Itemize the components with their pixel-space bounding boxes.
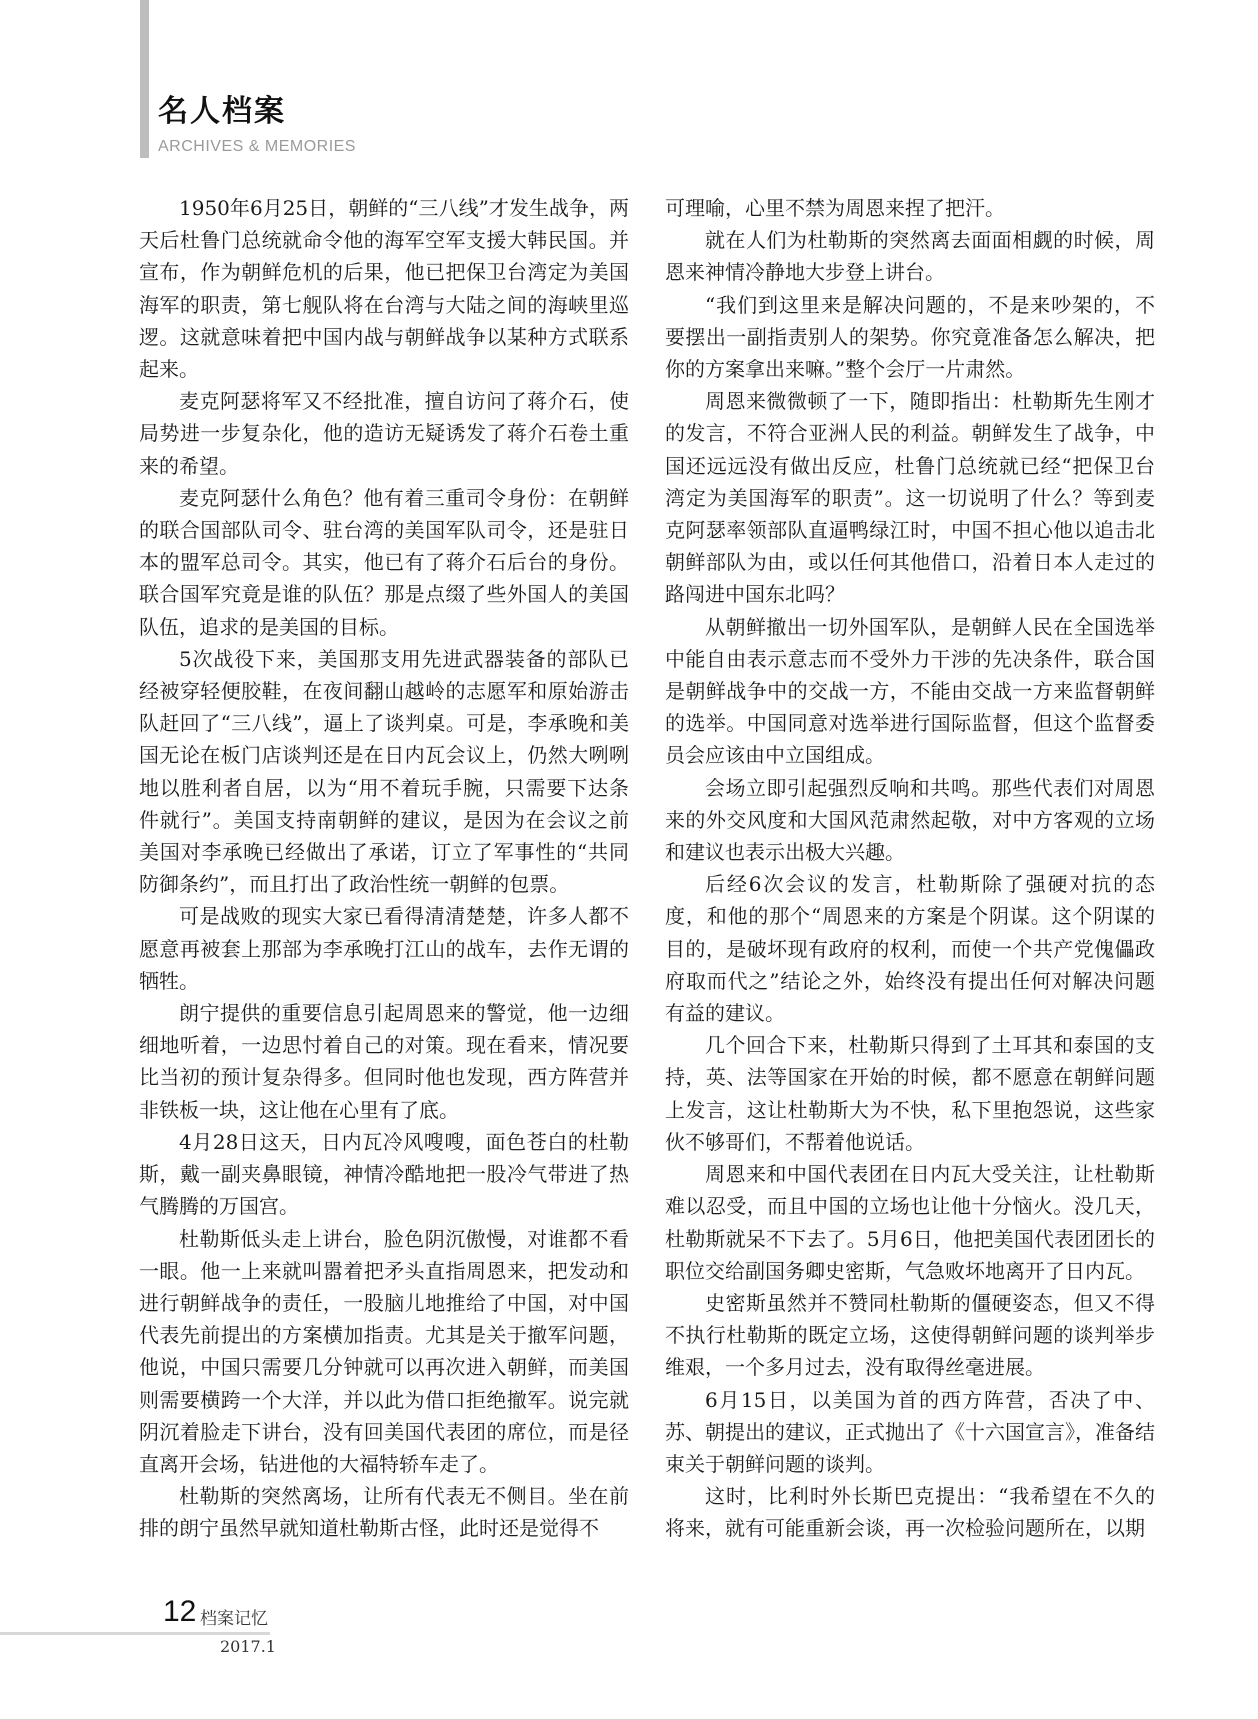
paragraph: 杜勒斯的突然离场，让所有代表无不侧目。坐在前排的朗宁虽然早就知道杜勒斯古怪，此时还是觉得不	[139, 1484, 629, 1541]
right-column	[665, 192, 1155, 1592]
paragraph: 史密斯虽然并不赞同杜勒斯的僵硬姿态，但又不得不执行杜勒斯的既定立场，这使得朝鲜问题的谈判举步维艰，一个多月过去，没有取得丝毫进展。	[665, 1290, 1155, 1380]
paragraph: 会场立即引起强烈反响和共鸣。那些代表们对周恩来的外交风度和大国风范肃然起敬，对中方客观的立场和建议也表示出极大兴趣。	[665, 775, 1155, 865]
paragraph: 麦克阿瑟将军又不经批准，擅自访问了蒋介石，使局势进一步复杂化，他的造访无疑诱发了蒋介石卷土重来的希望。	[139, 389, 629, 478]
paragraph: 麦克阿瑟什么角色？他有着三重司令身份：在朝鲜的联合国部队司令、驻台湾的美国军队司令，还是驻日本的盟军总司令。其实，他已有了蒋介石后台的身份。联合国军究竟是谁的队伍？那是点缀了些外国人的美国队伍，追求的是美国的目标。	[139, 485, 629, 639]
paragraph: 1950年6月25日，朝鲜的“三八线”才发生战争，两天后杜鲁门总统就命令他的海军空军支援大韩民国。并宣布，作为朝鲜危机的后果，他已把保卫台湾定为美国海军的职责，第七舰队将在台湾与大陆之间的海峡里巡逻。这就意味着把中国内战与朝鲜战争以某种方式联系起来。	[139, 196, 629, 382]
paragraph: 可是战败的现实大家已看得清清楚楚，许多人都不愿意再被套上那部为李承晚打江山的战车，去作无谓的牺牲。	[139, 904, 629, 993]
section-title: 名人档案	[158, 94, 286, 129]
paragraph: 周恩来微微顿了一下，随即指出：杜勒斯先生刚才的发言，不符合亚洲人民的利益。朝鲜发生了战争，中国还远远没有做出反应，杜鲁门总统就已经“把保卫台湾定为美国海军的职责”。这一切说明了什么？等到麦克阿瑟率领部队直逼鸭绿江时，中国不担心他以追击北朝鲜部队为由，或以任何其他借口，沿着日本人走过的路闯进中国东北吗？	[665, 389, 1155, 607]
header-accent-bar	[140, 0, 149, 158]
paragraph: 4月28日这天，日内瓦冷风嗖嗖，面色苍白的杜勒斯，戴一副夹鼻眼镜，神情冷酷地把一股冷气带进了热气腾腾的万国宫。	[139, 1129, 629, 1219]
paragraph: 后经6次会议的发言，杜勒斯除了强硬对抗的态度，和他的那个“周恩来的方案是个阴谋。这个阴谋的目的，是破坏现有政府的权利，而使一个共产党傀儡政府取而代之”结论之外，始终没有提出任何对解决问题有益的建议。	[665, 872, 1155, 1026]
paragraph: 朗宁提供的重要信息引起周恩来的警觉，他一边细细地听着，一边思忖着自己的对策。现在看来，情况要比当初的预计复杂得多。但同时他也发现，西方阵营并非铁板一块，这让他在心里有了底。	[139, 1001, 629, 1122]
paragraph: 6月15日，以美国为首的西方阵营，否决了中、苏、朝提出的建议，正式抛出了《十六国宣言》，准备结束关于朝鲜问题的谈判。	[665, 1387, 1155, 1476]
page-number: 12	[163, 1595, 197, 1628]
paragraph: 周恩来和中国代表团在日内瓦大受关注，让杜勒斯难以忍受，而且中国的立场也让他十分恼火。没几天，杜勒斯就呆不下去了。5月6日，他把美国代表团团长的职位交给副国务卿史密斯，气急败坏地离开了日内瓦。	[665, 1162, 1155, 1283]
left-column	[139, 192, 629, 1592]
paragraph: 这时，比利时外长斯巴克提出：“我希望在不久的将来，就有可能重新会谈，再一次检验问题所在，以期	[665, 1484, 1155, 1541]
paragraph-continuation: 可理喻，心里不禁为周恩来捏了把汗。	[665, 196, 1005, 220]
paragraph: 杜勒斯低头走上讲台，脸色阴沉傲慢，对谁都不看一眼。他一上来就叫嚣着把矛头直指周恩来，把发动和进行朝鲜战争的责任，一股脑儿地推给了中国，对中国代表先前提出的方案横加指责。尤其是关于撤军问题，他说，中国只需要几分钟就可以再次进入朝鲜，而美国则需要横跨一个大洋，并以此为借口拒绝撤军。说完就阴沉着脸走下讲台，没有回美国代表团的席位，而是径直离开会场，钻进他的大福特轿车走了。	[139, 1226, 629, 1476]
paragraph: “我们到这里来是解决问题的，不是来吵架的，不要摆出一副指责别人的架势。你究竟准备怎么解决，把你的方案拿出来嘛。”整个会厅一片肃然。	[665, 292, 1155, 382]
magazine-name: 档案记忆	[200, 1609, 268, 1629]
footer-rule	[0, 1632, 270, 1635]
issue-number: 2017.1	[220, 1637, 276, 1656]
paragraph: 5次战役下来，美国那支用先进武器装备的部队已经被穿轻便胶鞋，在夜间翻山越岭的志愿军和原始游击队赶回了“三八线”，逼上了谈判桌。可是，李承晚和美国无论在板门店谈判还是在日内瓦会议上，仍然大咧咧地以胜利者自居，以为“用不着玩手腕，只需要下达条件就行”。美国支持南朝鲜的建议，是因为在会议之前美国对李承晚已经做出了承诺，订立了军事性的“共同防御条约”，而且打出了政治性统一朝鲜的包票。	[139, 646, 629, 897]
paragraph: 从朝鲜撤出一切外国军队，是朝鲜人民在全国选举中能自由表示意志而不受外力干涉的先决条件，联合国是朝鲜战争中的交战一方，不能由交战一方来监督朝鲜的选举。中国同意对选举进行国际监督，但这个监督委员会应该由中立国组成。	[665, 614, 1155, 768]
paragraph: 就在人们为杜勒斯的突然离去面面相觑的时候，周恩来神情冷静地大步登上讲台。	[665, 228, 1155, 285]
paragraph: 几个回合下来，杜勒斯只得到了土耳其和泰国的支持，英、法等国家在开始的时候，都不愿意在朝鲜问题上发言，这让杜勒斯大为不快，私下里抱怨说，这些家伙不够哥们，不帮着他说话。	[665, 1033, 1155, 1154]
section-subtitle: ARCHIVES & MEMORIES	[158, 138, 356, 155]
